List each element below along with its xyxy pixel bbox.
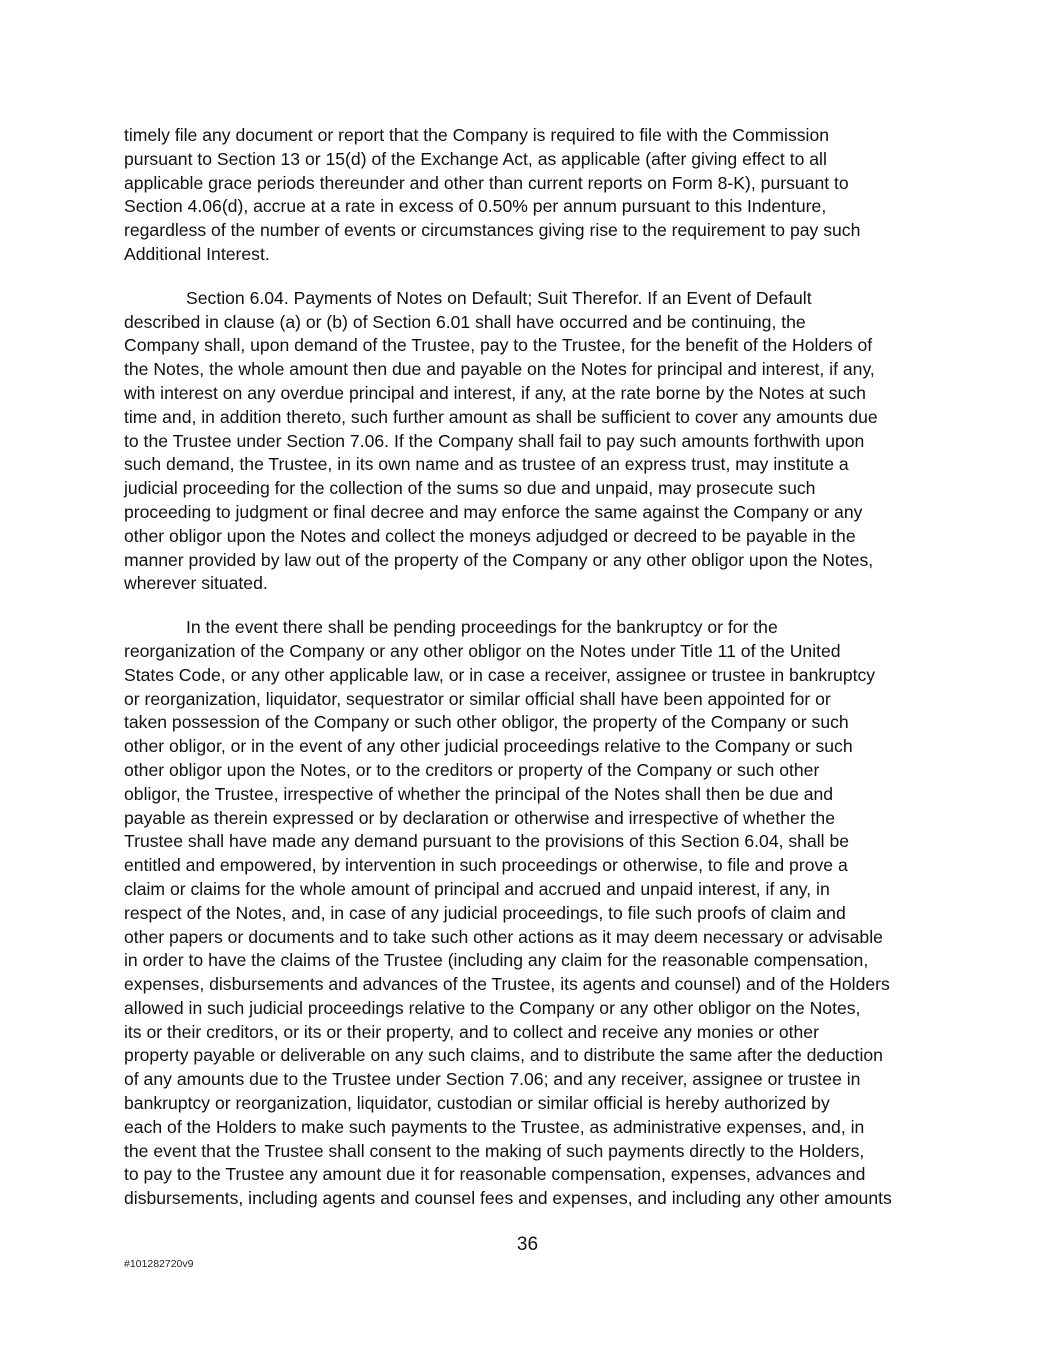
text-line: respect of the Notes, and, in case of any judicial proceedings, to file such proofs of claim and [124, 902, 846, 923]
text-line: of any amounts due to the Trustee under Section 7.06; and any receiver, assignee or trustee in [124, 1069, 861, 1090]
text-line: other obligor upon the Notes and collect the moneys adjudged or decreed to be payable in the [124, 525, 856, 546]
text-line: to pay to the Trustee any amount due it for reasonable compensation, expenses, advances and [124, 1164, 866, 1185]
text-line: each of the Holders to make such payments to the Trustee, as administrative expenses, and, in [124, 1116, 865, 1137]
text-line: the Notes, the whole amount then due and payable on the Notes for principal and interest, if any, [124, 359, 875, 380]
text-line: In the event there shall be pending proceedings for the bankruptcy or for the [186, 617, 778, 638]
text-line: with interest on any overdue principal and interest, if any, at the rate borne by the Notes at such [124, 382, 866, 403]
text-line: allowed in such judicial proceedings relative to the Company or any other obligor on the Notes, [124, 997, 861, 1018]
text-line: claim or claims for the whole amount of principal and accrued and unpaid interest, if any, in [124, 878, 830, 899]
text-line: bankruptcy or reorganization, liquidator, custodian or similar official is hereby authorized by [124, 1093, 830, 1114]
paragraph-section-6-04 [124, 287, 936, 596]
text-line: time and, in addition thereto, such further amount as shall be sufficient to cover any amounts due [124, 406, 878, 427]
text-line: Section 4.06(d), accrue at a rate in excess of 0.50% per annum pursuant to this Indenture, [124, 196, 827, 217]
text-line: other obligor, or in the event of any other judicial proceedings relative to the Company or such [124, 736, 853, 757]
text-line: in order to have the claims of the Trustee (including any claim for the reasonable compensation, [124, 950, 869, 971]
text-line: its or their creditors, or its or their property, and to collect and receive any monies or other [124, 1021, 819, 1042]
paragraph-continuation [124, 124, 936, 267]
text-line: entitled and empowered, by intervention in such proceedings or otherwise, to file and prove a [124, 855, 848, 876]
text-line: described in clause (a) or (b) of Section 6.01 shall have occurred and be continuing, the [124, 311, 806, 332]
text-line: States Code, or any other applicable law, or in case a receiver, assignee or trustee in bankruptcy [124, 664, 876, 685]
text-line: other obligor upon the Notes, or to the creditors or property of the Company or such other [124, 759, 820, 780]
text-line: manner provided by law out of the property of the Company or any other obligor upon the Notes, [124, 549, 874, 570]
paragraph-bankruptcy-proceedings [124, 616, 936, 1211]
text-line: Additional Interest. [124, 243, 270, 264]
text-line: or reorganization, liquidator, sequestrator or similar official shall have been appointed for or [124, 688, 831, 709]
text-line: pursuant to Section 13 or 15(d) of the Exchange Act, as applicable (after giving effect to all [124, 148, 827, 169]
text-line: the event that the Trustee shall consent to the making of such payments directly to the Holders, [124, 1140, 865, 1161]
text-line: applicable grace periods thereunder and other than current reports on Form 8-K), pursuant to [124, 172, 849, 193]
text-line: disbursements, including agents and counsel fees and expenses, and including any other amounts [124, 1188, 892, 1209]
text-line: obligor, the Trustee, irrespective of whether the principal of the Notes shall then be due and [124, 783, 834, 804]
text-line: property payable or deliverable on any such claims, and to distribute the same after the deduction [124, 1045, 883, 1066]
text-line: taken possession of the Company or such other obligor, the property of the Company or such [124, 712, 849, 733]
text-line: Trustee shall have made any demand pursuant to the provisions of this Section 6.04, shall be [124, 831, 850, 852]
section-heading-line: Section 6.04. Payments of Notes on Default; Suit Therefor. If an Event of Default [186, 287, 812, 308]
page-number: 36 [516, 1234, 539, 1255]
text-line: proceeding to judgment or final decree and may enforce the same against the Company or any [124, 501, 863, 522]
text-line: such demand, the Trustee, in its own name and as trustee of an express trust, may institute a [124, 454, 849, 475]
text-line: payable as therein expressed or by declaration or otherwise and irrespective of whether the [124, 807, 835, 828]
text-line: judicial proceeding for the collection of the sums so due and unpaid, may prosecute such [124, 478, 816, 499]
text-line: other papers or documents and to take such other actions as it may deem necessary or advisable [124, 926, 883, 947]
text-line: expenses, disbursements and advances of the Trustee, its agents and counsel) and of the Holders [124, 974, 890, 995]
text-line: Company shall, upon demand of the Trustee, pay to the Trustee, for the benefit of the Holders of [124, 335, 873, 356]
text-line: reorganization of the Company or any other obligor on the Notes under Title 11 of the United [124, 640, 841, 661]
document-body [124, 124, 936, 1231]
document-id: #101282720v9 [124, 1258, 194, 1270]
text-line: wherever situated. [124, 573, 268, 594]
text-line: timely file any document or report that the Company is required to file with the Commission [124, 125, 830, 145]
text-line: regardless of the number of events or circumstances giving rise to the requirement to pay such [124, 220, 861, 241]
text-line: to the Trustee under Section 7.06. If the Company shall fail to pay such amounts forthwith upon [124, 430, 865, 451]
